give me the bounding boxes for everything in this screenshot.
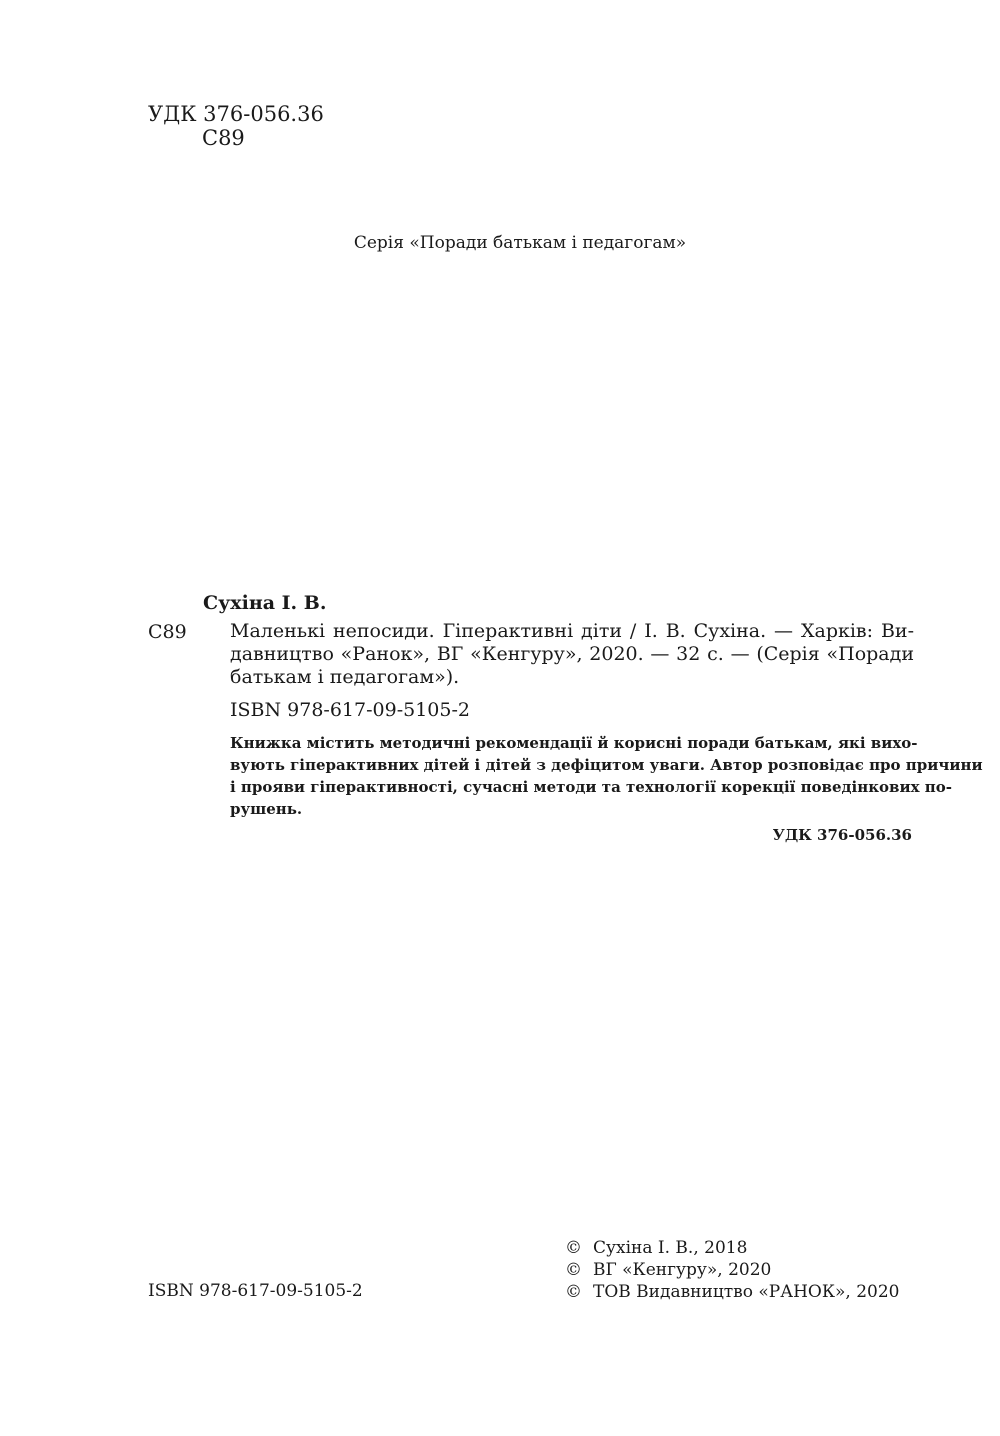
card-isbn: ISBN 978-617-09-5105-2 xyxy=(230,699,470,721)
copyright-line xyxy=(565,1281,899,1303)
footer-isbn: ISBN 978-617-09-5105-2 xyxy=(148,1281,363,1301)
copyright-symbol: © xyxy=(565,1238,582,1258)
card-udk-index: УДК 376-056.36 xyxy=(772,826,912,844)
udk-index: УДК 376-056.36 xyxy=(148,102,324,126)
description-line: батькам і педагогам»). xyxy=(230,666,460,688)
copyright-line xyxy=(565,1259,899,1281)
copyright-symbol: © xyxy=(565,1260,582,1280)
card-author-sign-code: С89 xyxy=(148,621,187,643)
copyright-line xyxy=(565,1237,899,1259)
annotation xyxy=(230,732,983,820)
copyright-holder: ВГ «Кенгуру», 2020 xyxy=(593,1260,772,1280)
description-line: давництво «Ранок», ВГ «Кенгуру», 2020. — 32 с. — (Серія «Поради xyxy=(230,643,914,665)
bibliographic-description xyxy=(230,620,914,689)
series-title: Серія «Поради батькам і педагогам» xyxy=(353,233,687,253)
annotation-line: вують гіперактивних дітей і дітей з дефіцитом уваги. Автор розповідає про причини xyxy=(230,756,983,774)
description-line: Маленькі непосиди. Гіперактивні діти / І. В. Сухіна. — Харків: Ви- xyxy=(230,620,914,642)
annotation-line: Книжка містить методичні рекомендації й корисні поради батькам, які вихо- xyxy=(230,734,918,752)
copyright-block xyxy=(565,1237,899,1303)
author-sign-code: С89 xyxy=(202,126,245,150)
annotation-line: і прояви гіперактивності, сучасні методи та технології корекції поведінкових по- xyxy=(230,778,952,796)
annotation-line: рушень. xyxy=(230,800,303,818)
copyright-holder: Сухіна І. В., 2018 xyxy=(593,1238,748,1258)
copyright-symbol: © xyxy=(565,1282,582,1302)
copyright-holder: ТОВ Видавництво «РАНОК», 2020 xyxy=(593,1282,900,1302)
card-author: Сухіна І. В. xyxy=(203,592,327,614)
